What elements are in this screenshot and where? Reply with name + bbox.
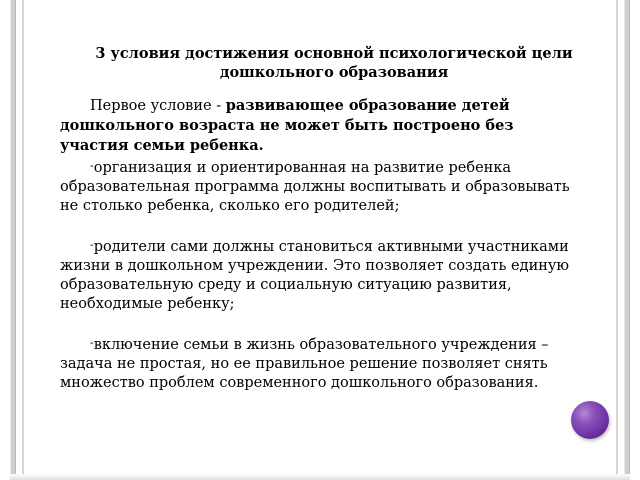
- bullet-text-2: родители сами должны становиться активными участниками жизни в дошкольном учреждении. Это позволяет создать единую образовательную среду и социальную ситуацию развития, необходимые ребенку;: [60, 239, 570, 312]
- first-condition: [60, 96, 578, 156]
- bullet-marker: -: [90, 159, 94, 172]
- frame-rail-right-inner: [616, 0, 618, 480]
- frame-edge-bottom: [10, 474, 630, 480]
- spacer: [60, 314, 578, 333]
- bullet-item-2: [60, 235, 578, 314]
- bullet-item-3: [60, 333, 578, 393]
- slide-content: [60, 44, 578, 393]
- frame-rail-left: [10, 0, 16, 480]
- bullet-marker: -: [90, 336, 94, 349]
- bullet-marker: -: [90, 238, 94, 251]
- first-condition-statement: развивающее образование детей дошкольного возраста не может быть построено без участия семьи ребенка.: [60, 97, 514, 154]
- bullet-item-1: [60, 156, 578, 216]
- frame-rail-right: [624, 0, 630, 480]
- first-condition-prefix: Первое условие -: [90, 98, 226, 114]
- bullet-text-3: включение семьи в жизнь образовательного учреждения – задача не простая, но ее правильное решение позволяет снять множество проблем современного дошкольного образования.: [60, 337, 549, 391]
- frame-rail-left-inner: [22, 0, 24, 480]
- decorative-ball: [571, 401, 609, 439]
- spacer: [60, 216, 578, 235]
- slide-title: 3 условия достижения основной психологической цели дошкольного образования: [95, 45, 573, 81]
- bullet-text-1: организация и ориентированная на развитие ребенка образовательная программа должны воспитывать и образовывать не столько ребенка, сколько его родителей;: [60, 160, 570, 214]
